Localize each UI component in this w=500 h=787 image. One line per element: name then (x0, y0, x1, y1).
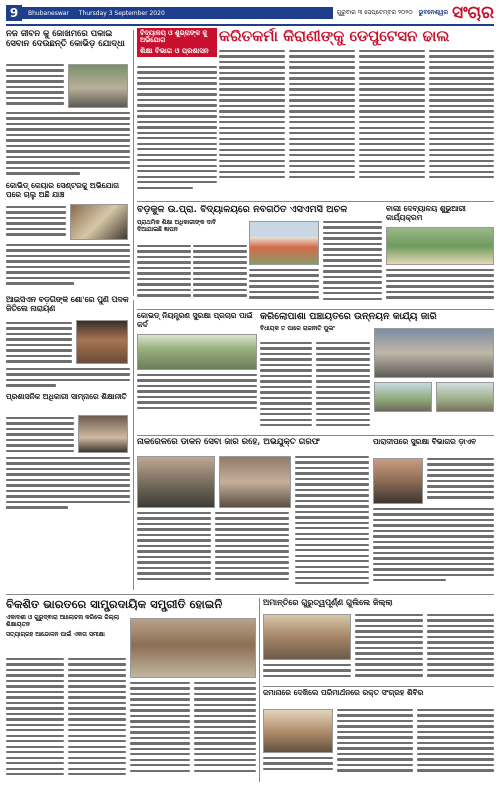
story-photo-accused (219, 456, 291, 508)
story-covid-awareness (137, 312, 257, 416)
story-headline: କୋଭଡ୍ ନିୟନ୍ତ୍ରଣ ସୁରକ୍ଷା ପ୍ରଚାର ପାଇଁ କର୍ଦ (137, 312, 253, 329)
story-body (137, 512, 211, 583)
story-body (6, 206, 66, 239)
story-body (337, 709, 413, 775)
masthead-date-or: ଗୁରୁବାର ୩ ସେପ୍ଟେମ୍ବର ୨୦୨୦ (336, 9, 413, 16)
column-rule (133, 300, 134, 590)
story-headline: ନାକରେଳରେ ଡାକିନି ସେବା ଜାରି ରହେ, ଅଭିଯୁକ୍ତ ଗିରଫ (137, 438, 320, 447)
story-body (359, 50, 425, 182)
story-body (316, 342, 370, 430)
story-headline: ବାଲୀ ଦେବ୍ୟାଳୟ ଶୁଭୁଆରୀ କାର୍ଯ୍ୟକ୍ରମ (386, 205, 466, 222)
story-photo (263, 709, 333, 753)
story-body (193, 245, 247, 300)
story-body (386, 269, 494, 302)
story-body (130, 682, 190, 775)
story-photo (70, 204, 128, 240)
section-rule (6, 594, 494, 595)
story-body (219, 50, 285, 182)
story-body (6, 368, 130, 390)
column-rule (133, 30, 134, 296)
story-body (6, 457, 130, 512)
story-photo-village (436, 382, 494, 412)
page-number: 9 (6, 5, 22, 21)
story-blood-donation (263, 689, 494, 783)
story-body (68, 658, 126, 779)
story-body (6, 112, 130, 178)
newspaper-logo: ସଂଚାର (452, 3, 494, 23)
story-body (137, 245, 191, 300)
story-body (427, 458, 494, 502)
story-communal-harmony (6, 598, 256, 782)
story-subhead: ଦିଆଯାଇଛି ଜ୍ଞାପନ (137, 225, 178, 233)
story-clerk-deputation (219, 28, 494, 200)
story-headline: ଜମାନାରେ ଦେଖିଲେ ପରିମାର୍ଥନରେ ରକ୍ତ ସଂଗ୍ରହ ଶିବିର (263, 689, 424, 697)
story-headline: ପ୍ରଶାସନିକ ଅଧିକାରୀ ସାମ୍ନାରେ ଶିକ୍ଷାନୀତି (6, 393, 127, 401)
story-photo-police (137, 456, 215, 508)
story-arrest (137, 438, 369, 588)
story-body (295, 456, 369, 588)
story-paradeep-security (373, 438, 494, 588)
story-body (263, 757, 333, 773)
story-covid-warriors (6, 30, 130, 178)
section-rule (137, 435, 494, 436)
story-photo (137, 334, 257, 370)
story-panchayat-development (260, 312, 494, 432)
story-district-event (263, 598, 494, 684)
story-headline: ବିକଶିତ ଭାରତରେ ସାମ୍ପ୍ରଦାୟିକ ସମ୍ପ୍ରୀତି ହୋଇନି (6, 598, 223, 611)
story-subhead: ଏକାଦଶୀ ଓ ଗୁରୁଦ୍ଵାରା ଆଲୋଚନା କରିଲେ ଜିଲ୍ଲା ଶିକ୍ଷାୟତନ (6, 614, 120, 629)
story-body (137, 66, 217, 192)
story-photo-meeting (374, 328, 494, 378)
story-headline: ବଡ଼କୁଳ ଉ.ପ୍ରା. ବିଦ୍ୟାଳୟରେ ନବଗଠିତ ଏସଏମସି ଅଚଳ (137, 205, 348, 215)
story-bali-temple (386, 205, 494, 305)
masthead-left-band (22, 7, 171, 19)
story-body (6, 417, 74, 455)
story-photo-seminar (130, 618, 256, 678)
story-subhead: ସତ୍ୟାଗ୍ରହ ଆନ୍ଦୋଳନ ପାଇଁ ଏକତା ସମୀକ୍ଷା (6, 631, 105, 638)
story-covid-care-centre (6, 182, 130, 292)
story-headline: ଆଇସିଏନ ବଡ଼ଗିଙ୍କି ଶୋ'ରେ ପୁଣି ପଦକ ଜିତିଲେ ନାରାୟଣ (6, 296, 129, 313)
section-rule (137, 309, 494, 310)
story-headline: କୋଭିଡ୍‌ କେୟାର ସେଣ୍ଟରକୁ ଅଭିଯୋଗ ପରେ ଚାଲୁ ଅଛି ଯାଞ୍ଚ (6, 182, 120, 199)
story-photo-road (374, 382, 432, 412)
masthead-underline (6, 24, 494, 26)
story-photo (68, 64, 128, 108)
story-headline: କରିତକର୍ମା କିରାଣୀଙ୍କୁ ଡେପୁଟେସନ ଢାଲ (219, 28, 450, 45)
story-body (194, 682, 256, 775)
story-body (137, 374, 257, 412)
story-headline: ଶିକ୍ଷା ବିଭାଗ ଓ ପ୍ରଶାସନ (137, 47, 217, 57)
story-body (215, 512, 289, 583)
masthead-section: ଭୁବନେଶ୍ୱର (418, 9, 449, 16)
story-headline: ପାରାଦୀପରେ ସୁରକ୍ଷା ବିଭାଗର ଡ଼ାଏବ (373, 438, 477, 446)
story-subhead: ପ୍ରାଥମିକ ଶିକ୍ଷା ଅଧିକାରୀଙ୍କ ଦାବି (137, 218, 217, 226)
story-bodybuilding-medal (6, 296, 130, 392)
story-headline: ଅମାନ୍ତିରେ ଗୁରୁତ୍ୱପୂର୍ଣ୍ଣ ଗୁଲିଲେ ଜିଲ୍ଲା (263, 598, 393, 607)
masthead-date-en: Thursday 3 September 2020 (78, 9, 165, 17)
story-body (6, 244, 130, 288)
masthead-right (333, 7, 452, 19)
story-school-smc (137, 205, 382, 305)
masthead-city: Bhubaneswar (28, 9, 69, 17)
story-education-policy (6, 393, 130, 513)
story-body (6, 322, 72, 366)
section-rule (263, 686, 494, 687)
story-body (323, 221, 382, 303)
story-body (6, 658, 64, 779)
story-body (289, 50, 355, 182)
story-photo (386, 227, 494, 265)
story-photo (78, 415, 128, 453)
story-body (373, 508, 494, 585)
story-body (417, 709, 494, 775)
story-photo-athlete (76, 320, 128, 364)
story-body (6, 64, 64, 108)
story-photo (263, 614, 351, 660)
story-headline: କରିଲୋପାଶା ପଞ୍ଚାୟତରେ ଉନ୍ନୟନ କାର୍ଯ୍ୟ ଜାରି (260, 312, 437, 322)
story-kicker: ବିଦ୍ୟାଳୟ ଓ ଶୁଭ୍ରାଙ୍କ କୁ ଅଭିଯୋଗ (137, 28, 217, 47)
masthead (6, 4, 494, 22)
column-rule (259, 598, 260, 782)
story-body (427, 614, 494, 680)
story-education-complaint (137, 28, 217, 198)
masthead-rule (171, 7, 333, 19)
story-photo (373, 458, 423, 504)
story-headline: ନିଜ ଜୀବନ କୁ ଜୋଖିମରେ ପକାଇ ସେବାନ ଦେଉଛନ୍ତି କୋଭିଡ଼ ଯୋଦ୍ଧା (6, 30, 125, 49)
story-subhead: ବିଧାୟକ ତ ପାରେ ରାଜନୀତି ପୁଲଂ (260, 324, 335, 332)
story-photo-school (249, 221, 319, 265)
section-rule (137, 201, 494, 202)
story-body (355, 614, 423, 680)
story-body (429, 50, 494, 182)
story-body (249, 269, 319, 302)
story-body (260, 342, 312, 430)
story-body (263, 664, 351, 680)
